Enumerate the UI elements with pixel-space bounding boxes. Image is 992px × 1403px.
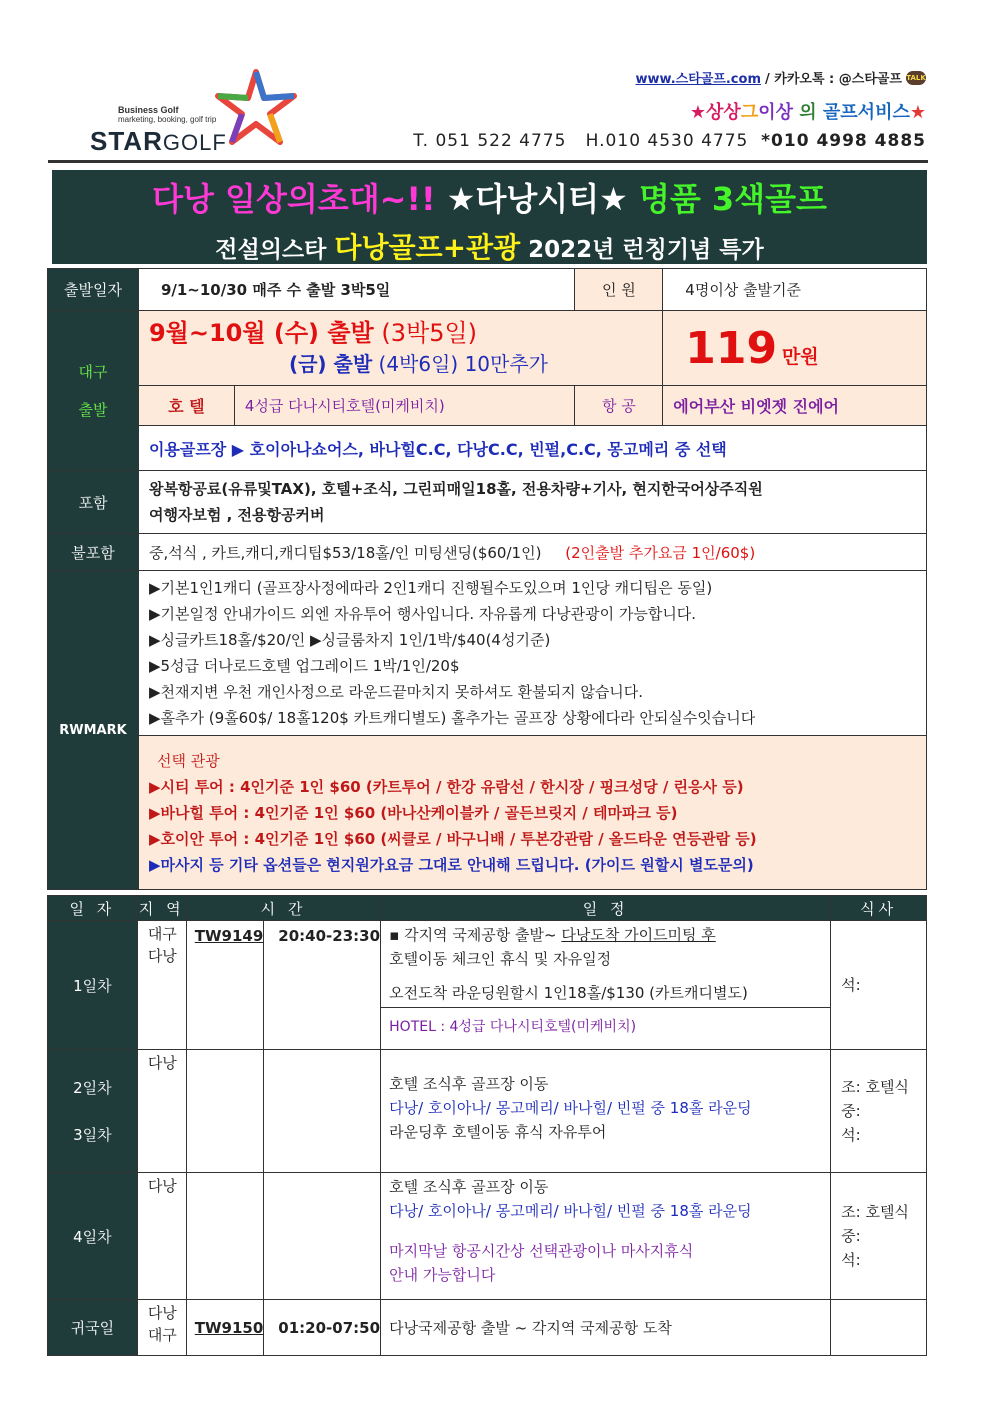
meal-cell: 조: 호텔식 중: 석: [831,1173,927,1300]
kakao-id: / 카카오톡 : @스타골프 [765,72,902,87]
flight-time: 20:40-23:30 [264,921,381,1050]
itinerary-header-row [48,896,927,921]
people-value: 4명이상 출발기준 [663,269,927,311]
optional-item: ▶바나힐 투어 : 4인기준 1인 $60 (바나산케이블카 / 골든브릿지 / 테마파크 등) [148,803,678,822]
flight-number: TW9150 [186,1300,264,1356]
flight-time-empty [264,1173,381,1300]
itinerary-table [47,895,927,1356]
meal-cell: 조: 호텔식 중: 석: [831,1050,927,1173]
plan-cell: ▪ 각지역 국제공항 출발~ 다낭도착 가이드미팅 후 호텔이동 체크인 휴식 및 자유일정 오전도착 라운딩원할시 1인18홀/$130 (카트캐디별도) [381,921,831,1008]
remark-item: ▶싱글카트18홀/$20/인 ▶싱글룸차지 1인/1박/$40(4성기준) [148,631,551,649]
itinerary-row-return [48,1300,927,1356]
exclude-label: 불포함 [48,534,139,571]
hotel-value: 4성급 다나시티호텔(미케비치) [234,386,575,426]
depart-value: 9/1~10/30 매주 수 출발 3박5일 [138,269,574,311]
meal-cell-empty [831,1300,927,1356]
airline-label: 항 공 [575,386,663,426]
optional-item: ▶호이안 투어 : 4인기준 1인 $60 (씨클로 / 바구니배 / 투본강관람 / 올드타운 연등관람 등) [148,829,757,848]
schedule-cell: 9월~10월 (수) 출발 (3박5일) (금) 출발 (4박6일) 10만추가 [138,311,662,386]
region-cell: 다낭 [137,1050,186,1173]
itinerary-row-day4 [48,1173,927,1300]
optional-item: ▶마사지 등 기타 옵션들은 현지원가요금 그대로 안내해 드립니다. (가이드 원할시 별도문의) [148,855,754,874]
day-cell: 귀국일 [48,1300,138,1356]
website-link[interactable]: www.스타골프.com [635,72,761,87]
price-cell: 119 만원 [663,311,927,386]
header-divider [48,160,928,163]
region-cell: 다낭 [137,1173,186,1300]
include-label: 포함 [48,471,139,534]
col-header-plan: 일 정 [381,896,831,921]
optional-title: 선택 관광 [156,751,220,770]
depart-label: 출발일자 [48,269,139,311]
col-header-meal: 식사 [831,896,927,921]
remark-item: ▶기본1인1캐디 (골프장사정에따라 2인1캐디 진행될수도있으며 1인당 캐디팁은 동일) [148,579,713,597]
airline-value: 에어부산 비엣젯 진에어 [663,386,927,426]
people-label: 인 원 [575,269,663,311]
logo-wordmark: STARGOLF [90,126,227,156]
region-cell: 다낭 대구 [137,1300,186,1356]
plan-cell: 호텔 조식후 골프장 이동 다낭/ 호이아나/ 몽고메리/ 바나힐/ 빈펄 중 18홀 라운딩 마지막날 항공시간상 선택관광이나 마사지휴식 안내 가능합니다 [381,1173,831,1300]
optional-item: ▶시티 투어 : 4인기준 1인 $60 (카트투어 / 한강 유람선 / 한시장 / 핑크성당 / 린응사 등) [148,777,744,796]
logo-tagline: Business Golf marketing, booking, golf trip [118,105,217,124]
remark-item: ▶5성급 더나로드호텔 업그레이드 1박/1인/20$ [148,657,460,675]
optional-tours [138,736,926,890]
col-header-time: 시 간 [186,896,380,921]
contact-line [636,68,927,87]
remark-item: ▶천재지변 우천 개인사정으로 라운드끝마치지 못하셔도 환불되지 않습니다. [148,683,644,701]
golf-course-line: 이용골프장 ▶ 호이아나쇼어스, 바나힐C.C, 다낭C.C, 빈펄,C.C, 몽고메리 중 선택 [138,426,926,471]
day-cell: 4일차 [48,1173,138,1300]
phone-numbers: T. 051 522 4775 H.010 4530 4775 *010 4998 4885 [413,131,926,151]
itinerary-row-day2-3 [48,1050,927,1173]
banner-subline: 전설의스타 다낭골프+관광 2022년 런칭기념 특가 [215,231,764,264]
hotel-label: 호 텔 [138,386,234,426]
flight-time: 01:20-07:50 [264,1300,381,1356]
company-logo [88,68,328,158]
title-banner [52,170,927,264]
flight-number-empty [186,1050,264,1173]
hotel-note: HOTEL : 4성급 다나시티호텔(미케비치) [381,1008,831,1050]
slogan: ★상상그이상 의 골프서비스★ [689,102,926,123]
flight-time-empty [264,1050,381,1173]
kakaotalk-icon: TALK [906,71,926,85]
plan-cell: 호텔 조식후 골프장 이동 다낭/ 호이아나/ 몽고메리/ 바나힐/ 빈펄 중 18홀 라운딩 라운딩후 호텔이동 휴식 자유투어 [381,1050,831,1173]
flight-number-empty [186,1173,264,1300]
plan-cell: 다낭국제공항 출발 ~ 각지역 국제공항 도착 [381,1300,831,1356]
exclude-cell: 중,석식 , 카트,캐디,캐디팁$53/18홀/인 미팅샌딩($60/1인) (2인출발 추가요금 1인/60$) [138,534,926,571]
remark-item: ▶기본일정 안내가이드 외엔 자유투어 행사입니다. 자유롭게 다낭관광이 가능합니다. [148,605,697,623]
day-cell: 2일차 3일차 [48,1050,138,1173]
banner-headline: 다낭 일상의초대~!! ★다낭시티★ 명품 3색골프 [152,180,827,218]
flight-number: TW9149 [186,921,264,1050]
daegu-departure-label: 대구 출발 [48,311,139,471]
itinerary-row-day1 [48,921,927,1008]
product-info-table [47,268,927,890]
col-header-day: 일 자 [48,896,138,921]
region-cell: 대구 다낭 [137,921,186,1050]
remark-label: RWMARK [48,571,139,890]
remark-list [138,571,926,736]
col-header-region: 지 역 [137,896,186,921]
include-cell: 왕복항공료(유류및TAX), 호텔+조식, 그린피매일18홀, 전용차량+기사, 현지한국어상주직원 여행자보험 , 전용항공커버 [138,471,926,534]
remark-item: ▶홀추가 (9홀60$/ 18홀120$ 카트캐디별도) 홀추가는 골프장 상황에다라 안되실수잇습니다 [148,709,756,727]
day-cell: 1일차 [48,921,138,1050]
meal-cell: 석: [831,921,927,1050]
